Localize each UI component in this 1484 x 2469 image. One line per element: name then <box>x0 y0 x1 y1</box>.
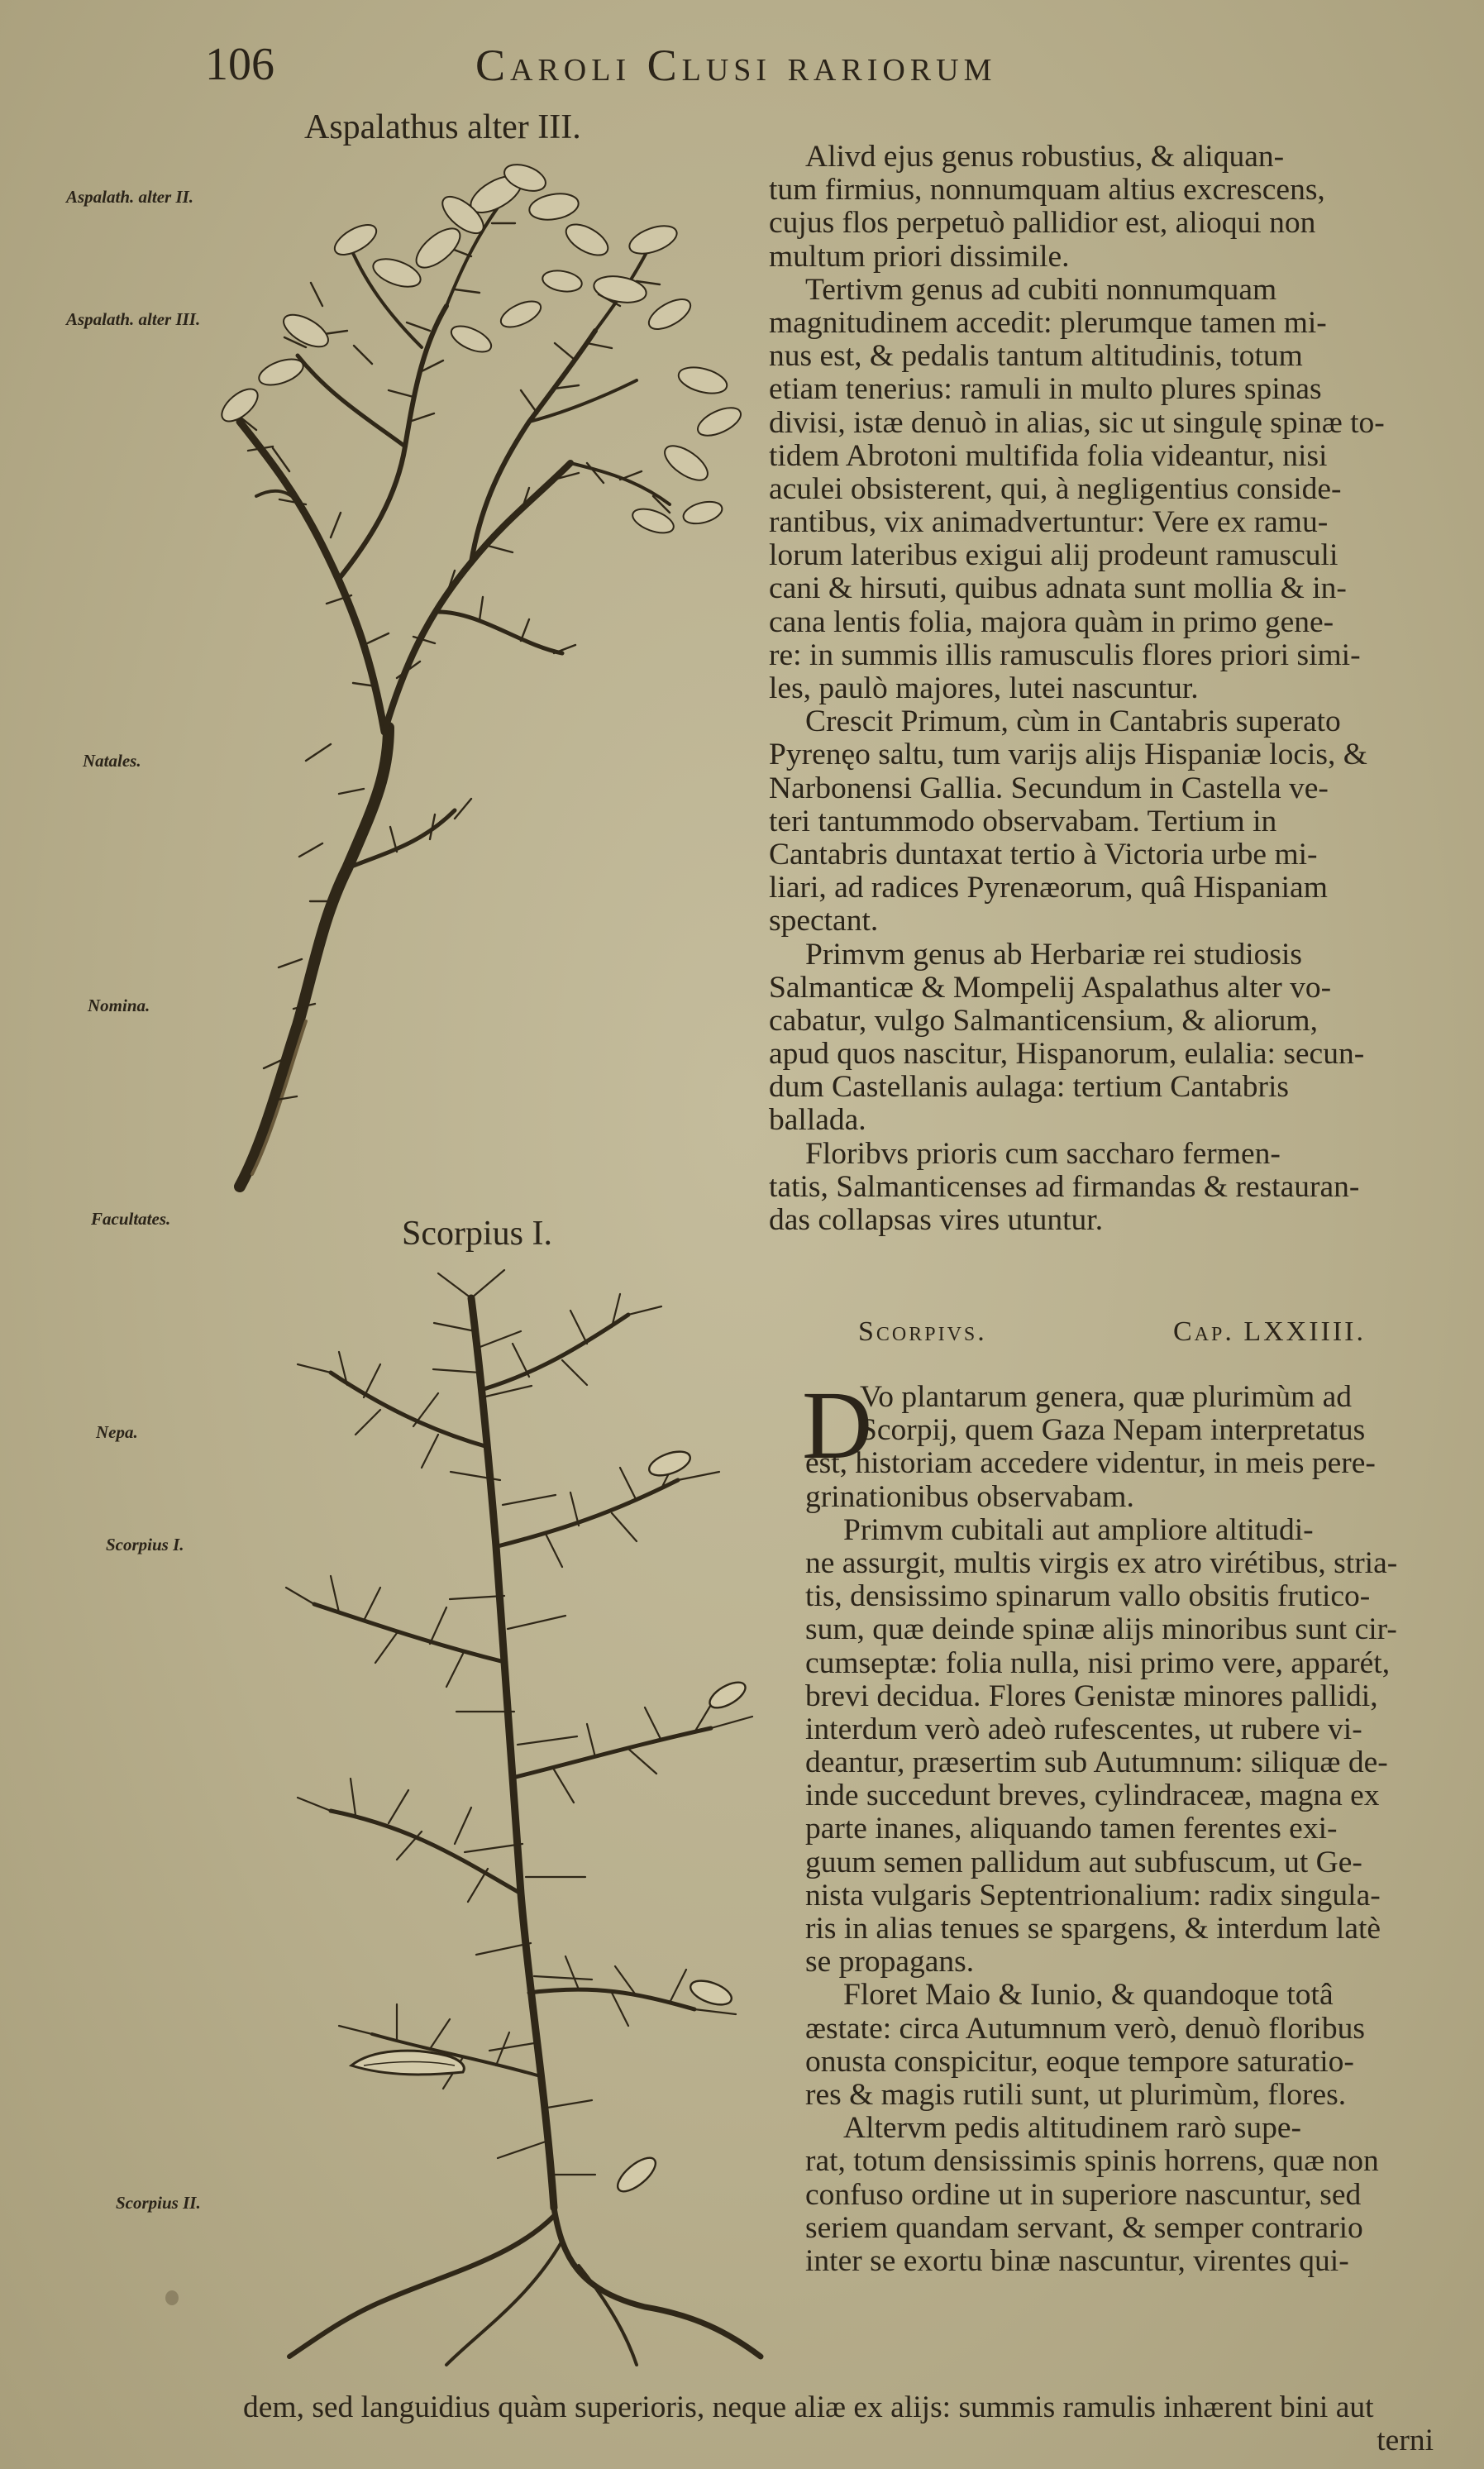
text-line: onusta conspicitur, eoque tempore saturatio- <box>805 2045 1354 2079</box>
text-line: dum Castellanis aulaga: tertium Cantabris <box>769 1071 1290 1105</box>
catchword: terni <box>1377 2424 1434 2458</box>
text-line: inde succedunt breves, cylindraceæ, magna ex <box>805 1779 1380 1813</box>
margin-note-aspalath-iii: Aspalath. alter III. <box>66 309 201 329</box>
running-head: Caroli Clusi rariorum <box>475 41 997 90</box>
text-line: ris in alias tenues se spargens, & interdum latè <box>805 1913 1381 1946</box>
figure-caption-aspalathus: Aspalathus alter III. <box>304 108 581 146</box>
text-line: ne assurgit, multis virgis ex atro virétibus, stria- <box>805 1546 1398 1580</box>
text-line: multum priori dissimile. <box>769 240 1070 274</box>
text-line: Salmanticæ & Mompelij Aspalathus alter vo- <box>769 971 1332 1005</box>
page-number: 106 <box>205 39 274 90</box>
text-line: Primvm cubitali aut ampliore altitudi- <box>843 1513 1314 1547</box>
text-line: tis, densissimo spinarum vallo obsitis frutico- <box>805 1580 1371 1614</box>
chapter-title: Scorpivs. <box>858 1316 987 1347</box>
margin-note-facultates: Facultates. <box>91 1209 171 1229</box>
margin-note-nepa: Nepa. <box>96 1422 138 1442</box>
margin-note-natales: Natales. <box>83 751 141 771</box>
text-line: est, historiam accedere videntur, in meis pere- <box>805 1447 1376 1481</box>
text-line: rantibus, vix animadvertuntur: Vere ex ramu- <box>769 506 1329 540</box>
text-line: apud quos nascitur, Hispanorum, eulalia: secun- <box>769 1038 1365 1072</box>
margin-note-nomina: Nomina. <box>88 996 150 1015</box>
text-line: guum semen pallidum aut subfuscum, ut Ge- <box>805 1846 1362 1879</box>
text-line: spectant. <box>769 905 879 938</box>
text-line: das collapsas vires utuntur. <box>769 1204 1104 1237</box>
bottom-text <box>243 2390 1434 2458</box>
text-line: aculei obsisterent, qui, à negligentius conside- <box>769 472 1342 506</box>
chapter-number: Cap. LXXIIII. <box>1172 1316 1366 1347</box>
text-line: rat, totum densissimis spinis horrens, quæ non <box>805 2145 1379 2179</box>
text-line: Crescit Primum, cùm in Cantabris superato <box>805 705 1341 739</box>
margin-note-aspalath-ii: Aspalath. alter II. <box>66 187 194 207</box>
text-line: tidem Abrotoni multifida folia videantur, nisi <box>769 439 1328 473</box>
text-line: Altervm pedis altitudinem rarò supe- <box>843 2112 1302 2146</box>
text-line: Floribvs prioris cum saccharo fermen- <box>805 1137 1281 1171</box>
woodcut-scorpius-plant-icon <box>281 1265 777 2373</box>
ink-spot <box>165 2290 179 2305</box>
text-line: res & magis rutili sunt, ut plurimùm, flores. <box>805 2078 1347 2112</box>
text-line: Cantabris duntaxat tertio à Victoria urbe mi- <box>769 838 1318 872</box>
text-line: Vo plantarum genera, quæ plurimùm ad <box>860 1381 1353 1414</box>
text-line: grinationibus observabam. <box>805 1480 1134 1514</box>
text-line: liari, ad radices Pyrenæorum, quâ Hispaniam <box>769 872 1328 905</box>
text-line: cumseptæ: folia nulla, nisi primo vere, apparét, <box>805 1646 1391 1680</box>
text-line: cujus flos perpetuò pallidior est, alioqui non <box>769 207 1316 241</box>
text-line: magnitudinem accedit: plerumque tamen mi- <box>769 306 1327 340</box>
text-line: nista vulgaris Septentrionalium: radix singula- <box>805 1879 1381 1913</box>
text-line: Floret Maio & Iunio, & quandoque totâ <box>843 1979 1334 2013</box>
text-line: parte inanes, aliquando tamen ferentes exi- <box>805 1812 1338 1846</box>
text-line: sum, quæ deinde spinæ alijs minoribus sunt cir- <box>805 1613 1397 1647</box>
chapter-body-text <box>805 1381 1417 2278</box>
text-line: brevi decidua. Flores Genistæ minores pallidi, <box>805 1679 1378 1713</box>
text-line: etiam tenerius: ramuli in multo plures spinas <box>769 373 1322 407</box>
text-line: cabatur, vulgo Salmanticensium, & aliorum, <box>769 1004 1318 1038</box>
text-line: se propagans. <box>805 1946 975 1979</box>
seed-pod-icon <box>347 2041 471 2086</box>
drop-capital: D <box>802 1371 873 1479</box>
text-line: tum firmius, nonnumquam altius excrescens, <box>769 174 1325 208</box>
woodcut-aspalathus-plant-icon <box>207 149 785 1199</box>
text-line: lorum lateribus exigui alij prodeunt ramusculi <box>769 539 1338 573</box>
text-line: re: in summis illis ramusculis flores priori simi- <box>769 638 1361 672</box>
text-line: dem, sed languidius quàm superioris, neque aliæ ex alijs: summis ramulis inhærent bini aut <box>243 2390 1374 2424</box>
figure-caption-scorpius: Scorpius I. <box>402 1215 552 1253</box>
text-line: seriem quandam servant, & semper contrario <box>805 2211 1363 2245</box>
text-line: nus est, & pedalis tantum altitudinis, totum <box>769 340 1303 374</box>
text-line: confuso ordine ut in superiore nascuntur, sed <box>805 2178 1362 2212</box>
text-line: interdum verò adeò rufescentes, ut rubere vi- <box>805 1712 1362 1746</box>
text-line: Primvm genus ab Herbariæ rei studiosis <box>805 938 1302 972</box>
text-line: divisi, istæ denuò in alias, sic ut singulę spinæ to- <box>769 406 1385 440</box>
text-line: cana lentis folia, majora quàm in primo gene- <box>769 605 1334 639</box>
text-line: cani & hirsuti, quibus adnata sunt mollia & in- <box>769 572 1347 606</box>
text-line: æstate: circa Autumnum verò, denuò floribus <box>805 2012 1365 2046</box>
text-line: inter se exortu binæ nascuntur, virentes qui- <box>805 2244 1349 2278</box>
text-line: Alivd ejus genus robustius, & aliquan- <box>805 141 1285 174</box>
margin-note-scorpius-ii: Scorpius II. <box>116 2193 201 2213</box>
text-line: tatis, Salmanticenses ad firmandas & restauran- <box>769 1170 1360 1204</box>
text-line: Pyrenęo saltu, tum varijs alijs Hispaniæ locis, & <box>769 738 1367 772</box>
margin-note-scorpius-i: Scorpius I. <box>106 1535 184 1554</box>
text-line: les, paulò majores, lutei nascuntur. <box>769 672 1199 705</box>
text-line: Tertivm genus ad cubiti nonnumquam <box>805 273 1277 307</box>
text-line: Scorpij, quem Gaza Nepam interpretatus <box>860 1414 1366 1448</box>
chapter-heading <box>858 1316 1366 1348</box>
text-line: Narbonensi Gallia. Secundum in Castella ve- <box>769 771 1329 805</box>
body-text <box>769 141 1415 1237</box>
text-line: ballada. <box>769 1104 866 1138</box>
text-line: deantur, præsertim sub Autumnum: siliquæ de- <box>805 1746 1388 1780</box>
text-line: teri tantummodo observabam. Tertium in <box>769 805 1277 838</box>
